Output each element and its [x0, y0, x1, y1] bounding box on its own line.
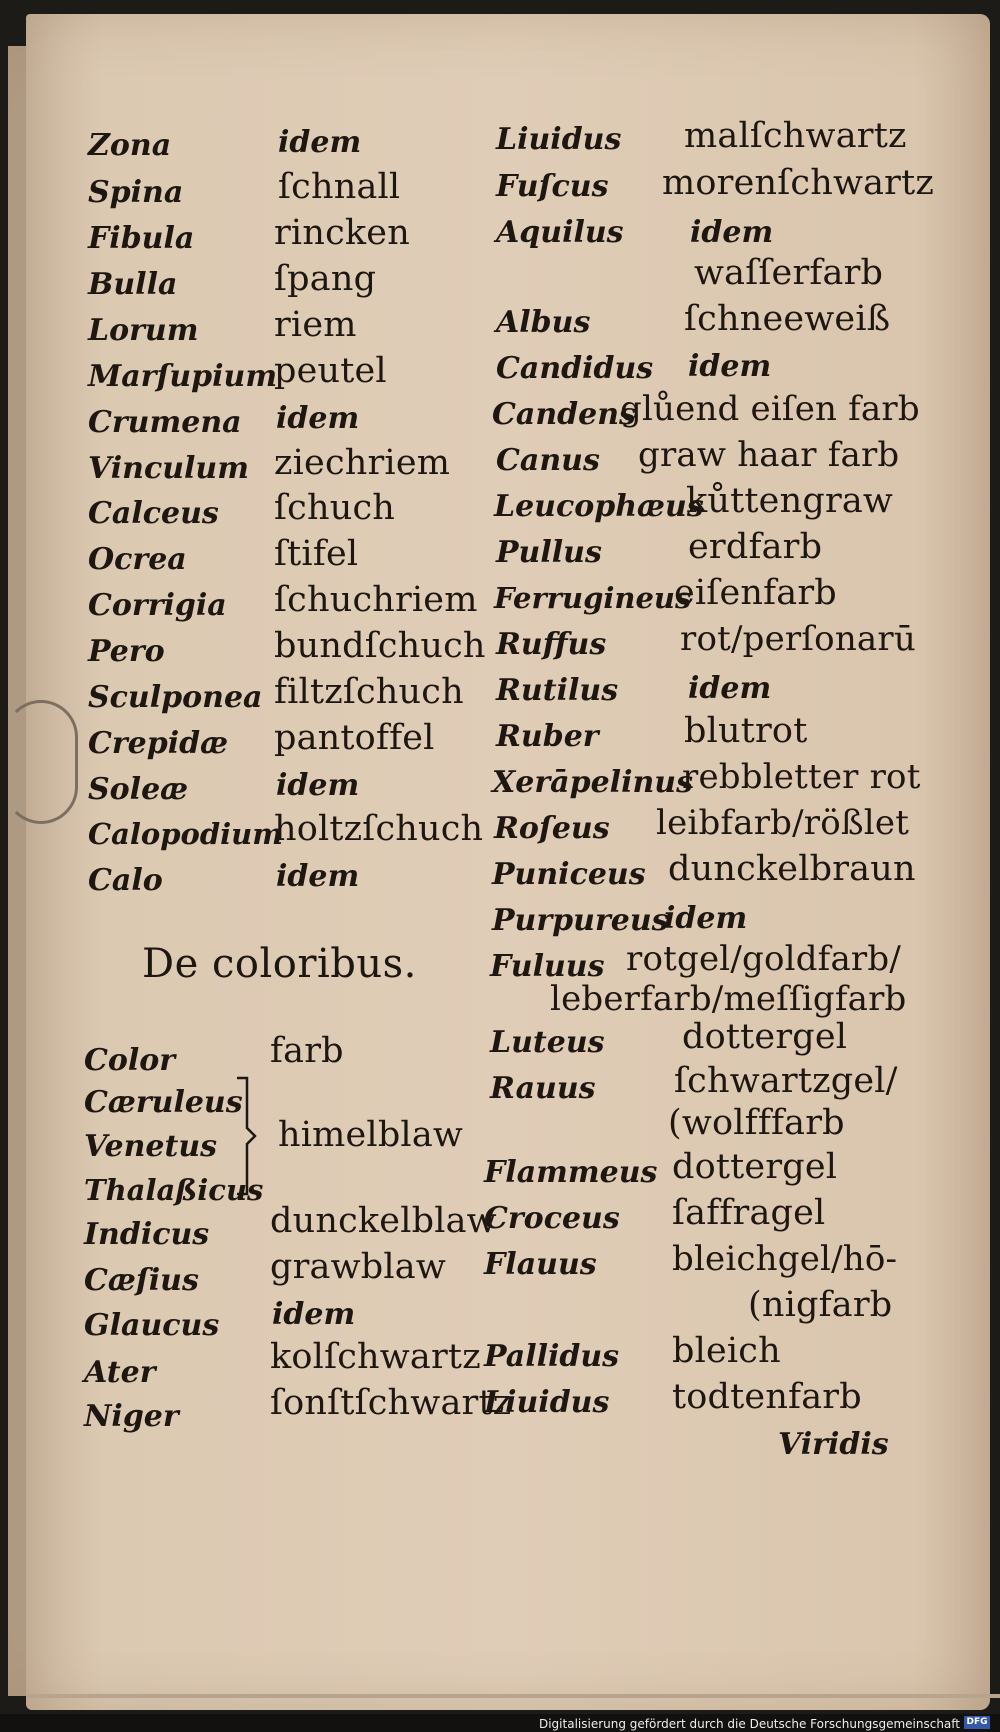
german-translation: dottergel — [672, 1147, 838, 1187]
german-translation: (nigfarb — [748, 1285, 893, 1325]
german-translation: dunckelblaw — [270, 1201, 497, 1241]
latin-term: Liuidus — [484, 1385, 610, 1420]
latin-term: Ater — [84, 1355, 156, 1390]
latin-term: Spina — [88, 175, 184, 210]
german-translation: todtenfarb — [672, 1377, 862, 1417]
german-translation: eiſenfarb — [674, 573, 837, 613]
latin-term: Pallidus — [484, 1339, 620, 1374]
catchword: Viridis — [778, 1427, 889, 1462]
german-translation: leibfarb/rößlet — [656, 803, 910, 843]
latin-term: Candens — [492, 397, 636, 432]
latin-term: Calceus — [88, 496, 219, 531]
latin-term: Glaucus — [84, 1308, 220, 1343]
latin-term: Aquilus — [496, 215, 624, 250]
german-translation: idem — [664, 901, 748, 936]
german-translation: ſchwartzgel/ — [674, 1061, 898, 1101]
latin-term: Roſeus — [494, 811, 610, 846]
german-translation: dottergel — [682, 1017, 848, 1057]
german-translation: idem — [690, 215, 774, 250]
latin-term: Rutilus — [496, 673, 619, 708]
footer-credit: Digitalisierung gefördert durch die Deutsche Forschungsgemeinschaft — [538, 1717, 960, 1731]
latin-term: Candidus — [496, 351, 654, 386]
binding-string — [4, 700, 78, 824]
latin-term: Pero — [88, 634, 165, 669]
german-translation: waſſerfarb — [694, 253, 884, 293]
german-translation: ſchuch — [274, 488, 395, 528]
german-translation: peutel — [274, 351, 387, 391]
latin-term: Croceus — [484, 1201, 620, 1236]
german-translation: ziechriem — [274, 443, 451, 483]
latin-term: Ruffus — [496, 627, 607, 662]
german-translation: kůttengraw — [686, 481, 894, 521]
latin-term: Fuſcus — [496, 169, 609, 204]
german-translation: holtzſchuch — [274, 809, 484, 849]
german-translation: idem — [276, 768, 360, 803]
german-translation: leberfarb/meſſigfarb — [550, 979, 907, 1019]
german-translation: farb — [270, 1031, 344, 1071]
german-translation: grawblaw — [270, 1247, 446, 1287]
german-translation: ſchnall — [278, 167, 401, 207]
german-translation: ſtifel — [274, 534, 359, 574]
page-bottom-edge — [26, 1694, 1000, 1698]
german-translation: filtzſchuch — [274, 672, 464, 712]
latin-term: Calo — [88, 863, 163, 898]
latin-term: Rauus — [490, 1071, 596, 1106]
latin-term: Color — [84, 1043, 176, 1078]
german-translation: rebbletter rot — [682, 757, 921, 797]
latin-term: Vinculum — [88, 451, 249, 486]
german-translation: (wolfffarb — [668, 1103, 845, 1143]
german-translation: blutrot — [684, 711, 808, 751]
german-translation: idem — [278, 125, 362, 160]
german-translation: pantoffel — [274, 718, 435, 758]
latin-term: Crumena — [88, 405, 242, 440]
german-translation: dunckelbraun — [668, 849, 916, 889]
german-translation: kolſchwartz — [270, 1337, 481, 1377]
latin-term: Purpureus — [492, 903, 669, 938]
german-translation: bleichgel/hō- — [672, 1239, 898, 1279]
latin-term: Sculponea — [88, 680, 263, 715]
german-translation: ſaffragel — [672, 1193, 826, 1233]
german-translation: ſchneeweiß — [684, 299, 891, 339]
german-translation: ſchuchriem — [274, 580, 478, 620]
german-translation: glůend eiſen farb — [620, 389, 920, 429]
dfg-logo: DFG — [964, 1716, 990, 1729]
latin-term: Liuidus — [496, 122, 622, 157]
latin-term: Soleæ — [88, 772, 189, 807]
german-translation: graw haar farb — [638, 435, 900, 475]
latin-term: Albus — [496, 305, 591, 340]
latin-term: Thalaßicus — [84, 1173, 264, 1207]
latin-term: Flauus — [484, 1247, 597, 1282]
latin-term: Corrigia — [88, 588, 227, 623]
german-translation: idem — [276, 401, 360, 436]
german-translation: ſpang — [274, 259, 377, 299]
latin-term: Calopodium — [88, 817, 283, 851]
latin-term: Venetus — [84, 1129, 218, 1164]
latin-term: Fuluus — [490, 949, 605, 984]
german-translation: malſchwartz — [684, 116, 907, 156]
latin-term: Xerāpelinus — [492, 765, 693, 800]
german-translation: riem — [274, 305, 357, 345]
german-translation: bundſchuch — [274, 626, 486, 666]
latin-term: Marſupium — [88, 359, 278, 394]
latin-term: Cæruleus — [84, 1085, 243, 1120]
latin-term: Flammeus — [484, 1155, 658, 1190]
german-translation: idem — [688, 349, 772, 384]
latin-term: Cæſius — [84, 1263, 199, 1298]
latin-term: Luteus — [490, 1025, 605, 1060]
grouping-brace — [233, 1072, 259, 1200]
german-translation: idem — [272, 1297, 356, 1332]
latin-term: Ruber — [496, 719, 599, 754]
german-translation: himelblaw — [278, 1115, 464, 1155]
german-translation: erdfarb — [688, 527, 823, 567]
latin-term: Indicus — [84, 1217, 210, 1252]
german-translation: rot/perſonarū — [680, 619, 916, 659]
german-translation: rincken — [274, 213, 410, 253]
german-translation: morenſchwartz — [662, 163, 935, 203]
latin-term: Pullus — [496, 535, 602, 570]
latin-term: Ferrugineus — [494, 581, 692, 615]
latin-term: Leucophæus — [494, 489, 704, 524]
latin-term: Crepidæ — [88, 726, 229, 761]
latin-term: Niger — [84, 1399, 179, 1434]
latin-term: Lorum — [88, 313, 199, 348]
latin-term: Canus — [496, 443, 600, 478]
german-translation: bleich — [672, 1331, 781, 1371]
latin-term: Fibula — [88, 221, 195, 256]
german-translation: ſonſtſchwartz — [270, 1383, 512, 1423]
latin-term: Bulla — [88, 267, 178, 302]
section-heading: De coloribus. — [142, 941, 417, 987]
latin-term: Ocrea — [88, 542, 187, 577]
latin-term: Puniceus — [492, 857, 646, 892]
german-translation: idem — [276, 859, 360, 894]
latin-term: Zona — [88, 128, 172, 163]
german-translation: idem — [688, 671, 772, 706]
german-translation: rotgel/goldfarb/ — [626, 939, 902, 979]
